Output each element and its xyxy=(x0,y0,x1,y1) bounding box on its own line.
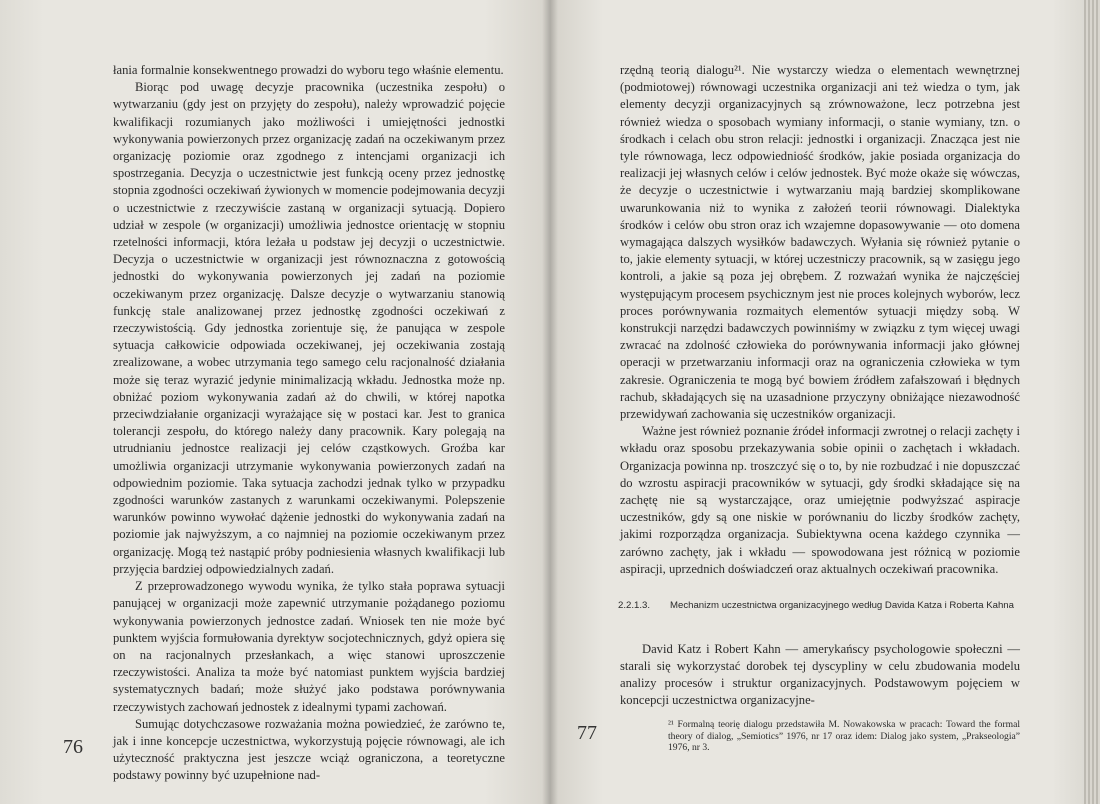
right-text-column xyxy=(620,62,1020,754)
book-spine-shadow xyxy=(542,0,558,804)
page-number: 76 xyxy=(63,736,83,758)
left-text-column xyxy=(113,62,505,785)
right-page xyxy=(550,0,1084,804)
section-title: Mechanizm uczestnictwa organizacyjnego według Davida Katza i Roberta Kahna xyxy=(670,600,1014,612)
page-edges xyxy=(1084,0,1100,804)
paragraph: Ważne jest również poznanie źródeł informacji zwrotnej o relacji zachęty i wkładu oraz sposobu przekazywania sobie opinii o zachętach i wkładach. Organizacja powinna np. troszczyć się o to, by nie rozbudzać i nie dopuszczać do wzrostu aspiracji pracowników w sytuacji, gdy środki składające się na zachętę nie są wystarczające, oraz umiejętnie podwyższać aspiracje uczestników, gdy są one niskie w porównaniu do liczby środków zachęty, jakimi rozporządza organizacja. Subiektywna ocena każdego czynnika — zarówno zachęty, jak i wkładu — spowodowana jest różnicą w poziomie aspiracji, uprzednich doświadczeń oraz aktualnych oczekiwań pracownika. xyxy=(620,424,1020,576)
footnote: ²¹ Formalną teorię dialogu przedstawiła M. Nowakowska w pracach: Toward the formal theory of dialog, „Semiotics” 1976, nr 17 oraz idem: Dialog jako system, „Prakseologia” 1976, nr 3. xyxy=(668,719,1020,754)
paragraph: David Katz i Robert Kahn — amerykańscy psychologowie społeczni — starali się wykorzystać dorobek tej dyscypliny w celu zbudowania modelu analizy procesów i struktur organizacyjnych. Podstawowym pojęciem w koncepcji uczestnictwa organizacyjne- xyxy=(620,641,1020,708)
page-number: 77 xyxy=(577,722,597,744)
section-heading xyxy=(620,600,1020,613)
section-number: 2.2.1.3. xyxy=(618,600,651,612)
paragraph: Sumując dotychczasowe rozważania można powiedzieć, że zarówno te, jak i inne koncepcje uczestnictwa, wykorzystują pojęcie równowagi, ale ich użyteczność praktyczna jest jeszcze wciąż ograniczona, a teoretyczne podstawy powinny być uzupełnione nad- xyxy=(113,716,505,783)
paragraph: łania formalnie konsekwentnego prowadzi do wyboru tego właśnie elementu. xyxy=(113,63,504,77)
paragraph: Biorąc pod uwagę decyzje pracownika (uczestnika zespołu) o wytwarzaniu (gdy jest on przyjęty do zespołu), należy wprowadzić pojęcie kwalifikacji rozumianych jako możliwości i umiejętności jednostki wykonywania powierzonych przez organizację zadań na oczekiwanym przez organizację poziomie oraz zgodnego z intencjami organizacji ich spostrzegania. Decyzja o uczestnictwie jest funkcją oceny przez jednostkę stopnia zgodności oczekiwań żywionych w momencie podejmowania decyzji o uczestnictwie z rzeczywiście zastaną w organizacji sytuacją. Dopiero udział w zespole (w organizacji) umożliwia jednostce orientację w stopniu rzetelności informacji, która leżała u podstaw jej decyzji o uczestnictwie. Decyzja o uczestnictwie w organizacji jest równoznaczna z gotowością jednostki do wykonywania powierzonych jej zadań na poziomie oczekiwanym przez organizację. Dalsze decyzje o wytwarzaniu stanowią funkcję stale analizowanej przez jednostkę zgodności oczekiwań z rzeczywistością. Gdy jednostka zorientuje się, że panująca w zespole sytuacja całkowicie odpowiada oczekiwanej, jej oczekiwania zostają zrealizowane, a wobec utrzymania tego samego celu racjonalność działania może się teraz wyrazić jedynie minimalizacją wkładu. Jednostka może np. obniżać poziom wykonywania zadań aż do chwili, w której napotka przeciwdziałanie organizacji wyrażające się w postaci kar. Jest to granica tolerancji zespołu, do którego należy dany pracownik. Kary polegają na utrudnianiu jednostce realizacji jej celów cząstkowych. Groźba kar umożliwia organizacji utrzymanie wykonywania powierzonych zadań na odpowiednim poziomie. Taka sytuacja zachodzi jednak tylko w przypadku zgodności warunków zastanych z warunkami oczekiwanymi. Polepszenie warunków powinno wywołać dążenie jednostki do wykonywania zadań na poziomie jak najwyższym, a co najmniej na poziomie oczekiwanym przez organizację. Mogą też nastąpić próby podniesienia własnych kwalifikacji lub przyjęcia bardziej odpowiedzialnych zadań. xyxy=(113,80,505,576)
paragraph: rzędną teorią dialogu²¹. Nie wystarczy wiedza o elementach wewnętrznej (podmiotowej) równowagi uczestnika organizacji ani też wiedza o tym, jak elementy decyzji organizacyjnych są zrównoważone, lecz potrzebna jest również wiedza o sposobach wymiany informacji, o stanie wymiany, tzn. o środkach i celach obu stron relacji: jednostki i organizacji. Znacząca jest nie tyle równowaga, lecz odpowiedniość środków, jakie posiada organizacja do realizacji jej własnych celów i celów jednostek. Być może okaże się wówczas, że decyzje o uczestnictwie i wytwarzaniu mają bardziej skomplikowane uwarunkowania niż to wynika z założeń teorii równowagi. Dialektyka środków i celów obu stron oraz ich wzajemne dopasowywanie — oto domena wymagająca dalszych wysiłków badawczych. Wyłania się również pytanie o to, jakie elementy sytuacji, w której uczestniczy pracownik, są w zasięgu jego kontroli, a jakie są poza jej obrębem. Z rozważań wynika że najczęściej występującym procesem psychicznym jest nie proces kolejnych wyborów, lecz proces porównywania rozmaitych elementów sytuacji między sobą. W konstrukcji narzędzi badawczych powinniśmy w związku z tym więcej uwagi zwracać na zdolność człowieka do porównywania informacji jako głównej operacji w przetwarzaniu informacji oraz na ograniczenia człowieka w tym zakresie. Ograniczenia te mogą być bowiem źródłem zafałszowań i błędnych rachub, składających się na uzasadnione przyczyny obniżające niezawodność przewidywań zachowania się uczestników organizacji. xyxy=(620,63,1020,422)
paragraph: Z przeprowadzonego wywodu wynika, że tylko stała poprawa sytuacji panującej w organizacji może zapewnić utrzymanie pożądanego poziomu wykonywania powierzonych jednostce zadań. Wniosek ten nie może być punktem wyjścia formułowania dyrektyw socjotechnicznych, gdyż opiera się on na racjonalnych przesłankach, a więc stanowi uproszczenie rzeczywistości. Analiza ta może być natomiast punktem wyjścia bardziej systematycznych badań; może służyć jako podstawa porównywania rzeczywistych zachowań jednostek z idealnymi typami zachowań. xyxy=(113,579,505,714)
